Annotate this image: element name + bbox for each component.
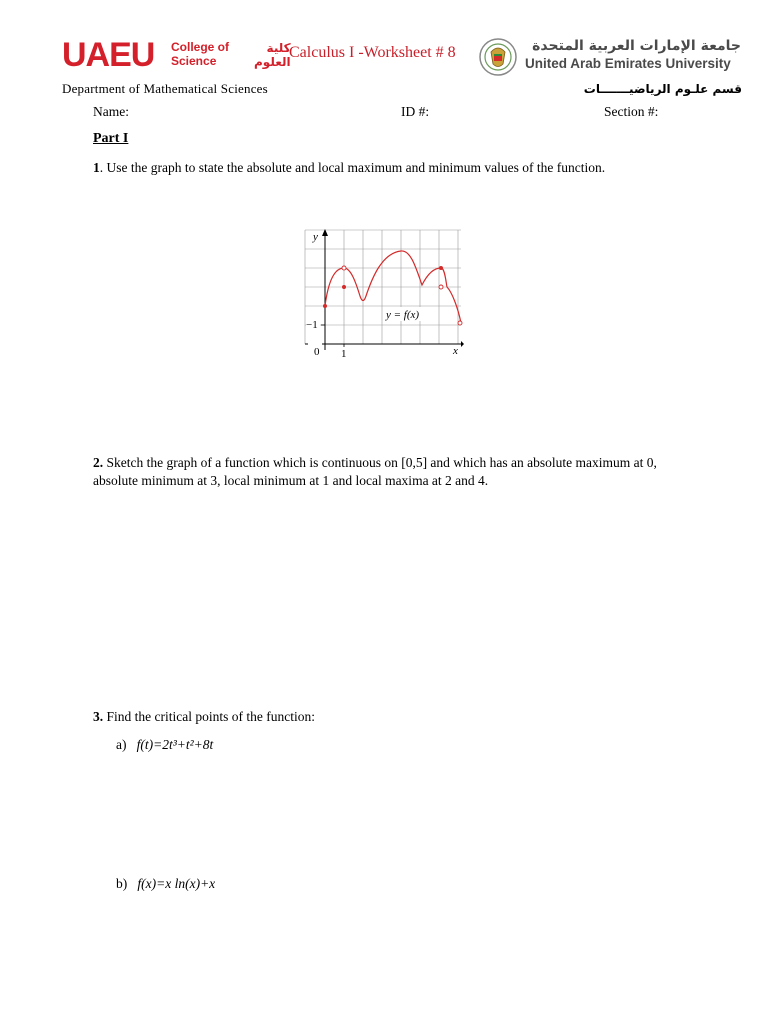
open-point-end <box>458 321 462 325</box>
name-field-label: Name: <box>93 104 129 119</box>
college-ar-line-1: كلية <box>266 41 291 55</box>
open-point-right <box>439 285 443 289</box>
question-3a-expression: f(t)=2t³+t²+8t <box>136 737 214 752</box>
x-axis-arrow <box>461 341 464 347</box>
origin-label: 0 <box>314 346 320 358</box>
question-3-text: Find the critical points of the function: <box>103 709 315 724</box>
question-3b-label: b) <box>116 876 128 891</box>
question-3a <box>116 736 213 754</box>
id-field-label: ID #: <box>401 104 430 119</box>
department-name-arabic: قسم علـوم الرياضيـــــــات <box>583 82 742 96</box>
university-name-arabic: جامعة الإمارات العربية المتحدة <box>532 38 741 54</box>
question-1-text: . Use the graph to state the absolute and local maximum and minimum values of the function. <box>99 160 606 175</box>
university-name-english: United Arab Emirates University <box>525 56 731 71</box>
uae-emblem-icon <box>477 36 519 78</box>
closed-point-start <box>323 304 327 308</box>
closed-point-left <box>342 285 346 289</box>
question-1-number: 1 <box>93 160 100 175</box>
question-1 <box>93 159 693 177</box>
function-label: y = f(x) <box>386 309 420 321</box>
college-line-2: Science <box>171 54 217 68</box>
x-tick-label: 1 <box>341 348 347 360</box>
question-3b-expression: f(x)=x ln(x)+x <box>137 876 216 891</box>
part-title: Part I <box>93 131 129 146</box>
college-of-science-logo <box>171 40 229 68</box>
open-point-top-left <box>342 266 346 270</box>
question-3a-label: a) <box>116 737 127 752</box>
question-3b <box>116 875 215 893</box>
function-graph <box>304 228 464 362</box>
x-axis-label: x <box>453 345 458 357</box>
question-2-text: Sketch the graph of a function which is continuous on [0,5] and which has an absolute maximum at 0, absolute minimum at 3, local minimum at 1 and local maxima at 2 and 4. <box>93 455 657 488</box>
worksheet-title: Calculus I -Worksheet # 8 <box>289 44 456 61</box>
college-ar-line-2: العلوم <box>254 55 291 69</box>
question-2 <box>93 454 693 490</box>
uaeu-logo: UAEU <box>62 36 155 74</box>
college-line-1: College of <box>171 40 230 54</box>
y-axis-label: y <box>313 231 318 243</box>
question-3-number: 3. <box>93 709 104 724</box>
y-tick-label: −1 <box>306 319 318 331</box>
question-3 <box>93 708 693 726</box>
section-field-label: Section #: <box>604 104 659 119</box>
department-name-english: Department of Mathematical Sciences <box>62 81 268 96</box>
closed-point-right <box>439 266 443 270</box>
college-arabic-logo <box>254 41 291 69</box>
question-2-number: 2. <box>93 455 104 470</box>
